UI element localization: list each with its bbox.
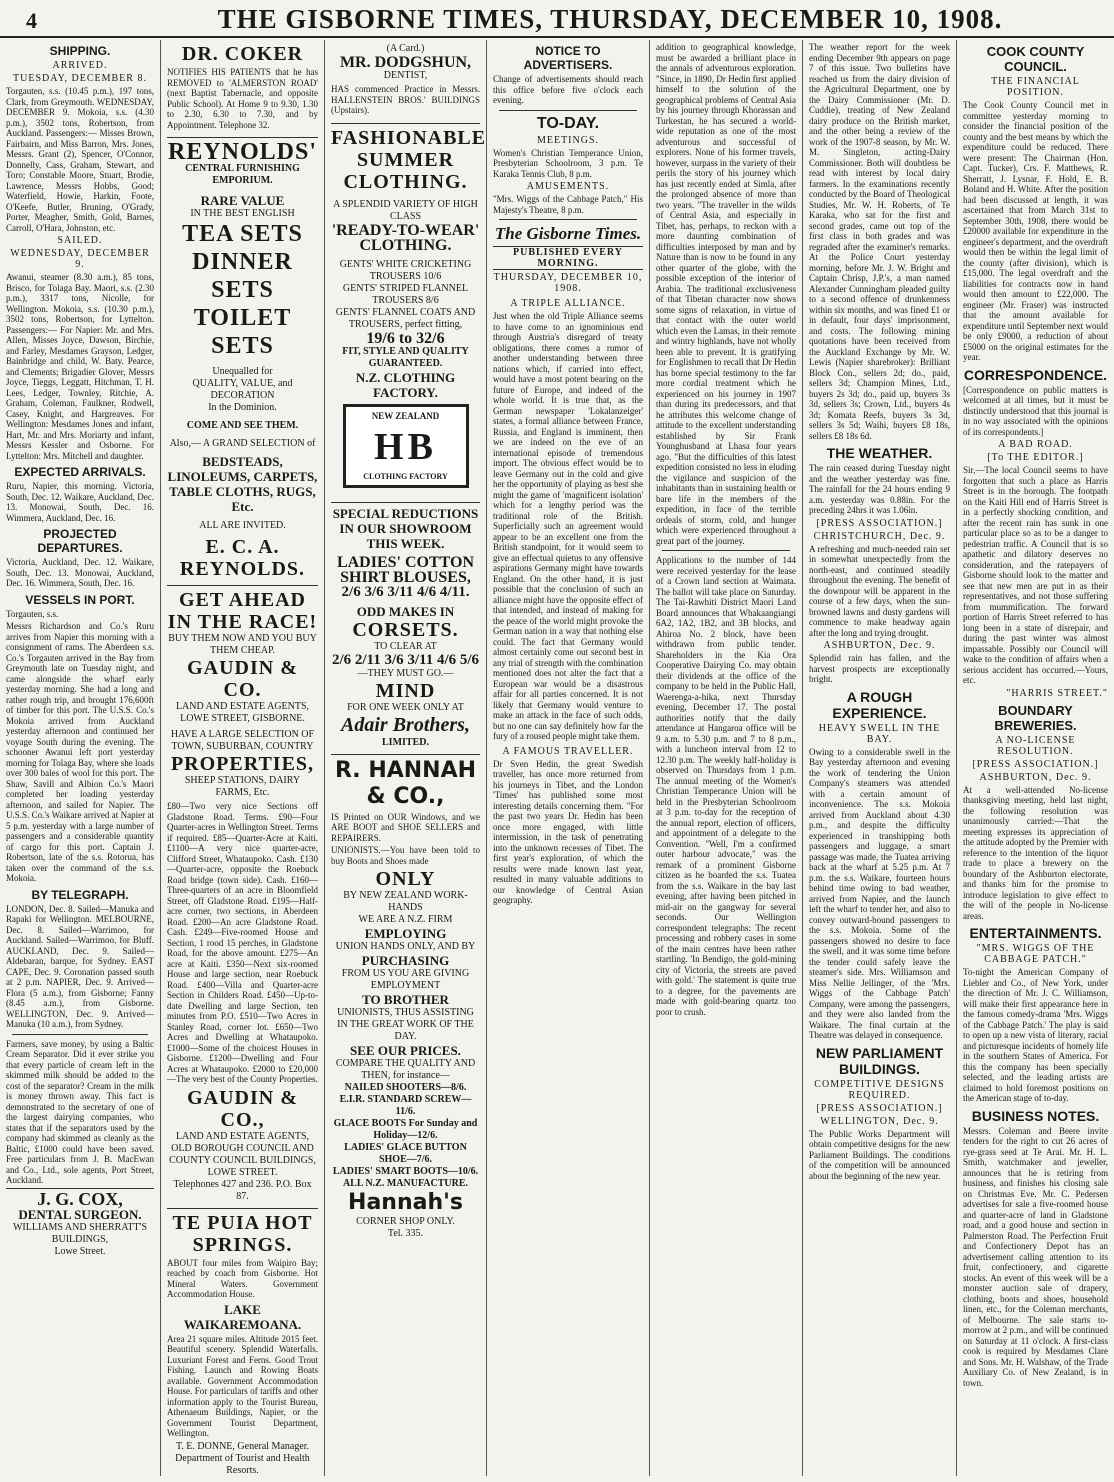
hannahs: Hannah's xyxy=(348,1190,463,1215)
purchasing: PURCHASING xyxy=(361,953,450,968)
also-selection: Also,— A GRAND SELECTION of xyxy=(169,438,316,449)
port-heading: VESSELS IN PORT. xyxy=(25,592,135,607)
published-line: PUBLISHED EVERY MORNING. xyxy=(493,246,643,270)
arrived-text: Torgauten, s.s. (10.45 p.m.), 197 tons, Clark, from Greymouth. WEDNESDAY, DECEMBER 9. Mokoia, s.s. (4.30 p.m.), 3502 tons, Robertson, from Auckland. Passengers:— Misses Brown, Fairbairn, and Miss Barron, Mrs. Jones, Messrs. Grant (2), Spencer, O'Connor, Donnelly, Cass, Graham, Stewart, and Toro; Constable Moore, Stuart, Brodie, Lawrence, Messrs Hobbs, Good; Waterfield, Howie, Harkin, Foote, O'Keefe, Butler, Bruning, O'Grady, Porter, Meagher, Smith, Gold, Barnes, Carroll, O'Hara, Johnston, etc. xyxy=(6,86,154,233)
coker-name: DR. COKER xyxy=(181,43,304,65)
meetings-text: Women's Christian Temperance Union, Presbyterian Schoolroom, 3 p.m. Te Karaka Tennis Club, 8 p.m. xyxy=(493,147,643,179)
to-clear: TO CLEAR AT xyxy=(374,640,437,652)
nailed-shooters: NAILED SHOOTERS—8/6. xyxy=(344,1082,467,1093)
gaudin2-sub: LAND AND ESTATE AGENTS, OLD BOROUGH COUNCIL AND COUNTY COUNCIL BUILDINGS, LOWE STREET. xyxy=(169,1130,316,1178)
ladies-blouses: LADIES' COTTON SHIRT BLOUSES, xyxy=(336,553,475,586)
fit-style: FIT, STYLE AND QUALITY GUARANTEED. xyxy=(342,345,469,369)
flannel-trousers: GENTS' STRIPED FLANNEL TROUSERS 8/6 xyxy=(342,282,469,306)
have-selection: HAVE A LARGE SELECTION OF TOWN, SUBURBAN, COUNTRY xyxy=(170,729,315,752)
triple-text: Just when the old Triple Alliance seems to have come to an ignominious end through Austria's disregard of treaty obligations, there comes a rumor of another understanding between three nations which, if carried into effect, would have a most potent bearing on the future of Europe, and indeed of the whole world. It is true that, as the German newspaper 'Lokalanzeiger' states, a formal alliance between France, Russia, and England is imminent, then we are indeed on the eve of an international episode of tremendous import. The obvious effect would be to leave Germany out in the cold and give her the opportunity of playing as best she might the game of 'magnificent isolation' which for a lengthy period was the traditional role of the British. Superficially such an agreement would appear to be an excellent one from the British standpoint, for it would seem to give an effectual quietus to any offensive aspirations Germany might have towards England. On the other hand, it is just possible that the conclusion of such an alliance might have the opposite effect of that intended, and instead of making for the peace of the world might provoke the German nation in a way that nothing else could. The fact that Germany would almost certainly come out second best in any trial of strength with the combination mentioned does not alter the fact that a European war would be a disastrous affair for all parties concerned. It is not likely that Germany would venture to make an attack in the face of such odds, but no one can say definitely how far the fury of a roused people might take them. xyxy=(493,311,643,741)
column-ads-right xyxy=(325,40,486,1476)
meetings-heading: MEETINGS. xyxy=(536,134,600,146)
cox-name: J. G. COX, xyxy=(37,1188,123,1209)
weather-heading: THE WEATHER. xyxy=(826,445,933,461)
hannah-name: R. HANNAH & CO., xyxy=(334,757,477,809)
lake-title: LAKE WAIKAREMOANA. xyxy=(183,1301,302,1332)
reynolds-heading: REYNOLDS' xyxy=(167,139,318,165)
employing: EMPLOYING xyxy=(364,926,447,941)
projected-heading: PROJECTED DEPARTURES. xyxy=(37,527,123,555)
tepuia-ad xyxy=(167,1209,318,1482)
dodgshun-ad xyxy=(331,40,480,124)
christchurch-text: A refreshing and much-needed rain set in somewhat unexpectedly from the north-east, and continued steadily throughout the evening. The benefit of the downpour will be apparent in the course of a few days, when the sun-browned lawns and dusty gardens will commence to make headway again after the long and trying drought. xyxy=(809,543,950,638)
bedsteads-list: BEDSTEADS, LINOLEUMS, CARPETS, TABLE CLOTHS, RUGS, Etc. xyxy=(167,454,318,514)
summer: SUMMER xyxy=(356,148,455,171)
expected-text: Ruru, Napier, this morning. Victoria, South, Dec. 12. Waikare, Auckland, Dec. 13. Monowai, South, Dec. 16. Wimmera, Auckland, Dec. 16. xyxy=(6,481,154,523)
sailed-heading: SAILED. xyxy=(57,235,103,246)
shipping-heading: SHIPPING. xyxy=(49,44,111,58)
amusements-text: "Mrs. Wiggs of the Cabbage Patch," His Majesty's Theatre, 8 p.m. xyxy=(493,194,643,215)
limited: LIMITED. xyxy=(382,736,429,748)
buy-now: BUY THEM NOW AND YOU BUY THEM CHEAP. xyxy=(168,633,317,656)
corset-prices: 2/6 2/11 3/6 3/11 4/6 5/6 xyxy=(331,651,480,668)
we-are: WE ARE A N.Z. FIRM xyxy=(358,914,453,925)
column-weather xyxy=(803,40,956,1476)
traveller-heading: A FAMOUS TRAVELLER. xyxy=(502,745,634,757)
unequalled: Unequalled for xyxy=(212,366,273,377)
coker-text: NOTIFIES HIS PATIENTS that he has REMOVED to 'ALMERSTON ROAD' (next Baptist Tabernacle, and opposite Public School). At Home 9 to 9.30, 1.30 to 2.30, 6.30 to 7.30, and by Appointment. Telephone 32. xyxy=(167,67,318,130)
boundary-heading: BOUNDARY BREWERIES. xyxy=(994,702,1077,733)
dodgshun-text: HAS commenced Practice in Messrs. HALLENSTEIN BROS.' BUILDINGS (Upstairs). xyxy=(331,84,480,115)
tepuia-title: TE PUIA HOT SPRINGS. xyxy=(172,1211,313,1256)
clothing: CLOTHING. xyxy=(343,170,468,193)
toilet-sets: TOILET SETS xyxy=(193,305,292,359)
bad-road-text: Sir,—The local Council seems to have forgotten that such a place as Harris Street is in the borough. The footpath on the Kaiti Hill end of Harris Street is in a perfectly shocking condition, and after the recent rain has sunk in one particular place so as to be a danger to pedestrian traffic. A Council that is so apathetic and dilatory deserves no consideration, and the ratepayers of Gisborne should look to the matter and see that new men are put in as their representatives, and not those suffering from mummification. The forward portion of Harris Street referred to has long been in a state of disrepair, and during the past winter was almost impassable. Possibly our Council will wake to the condition of affairs when a serious accident has occurred.—Yours, etc. xyxy=(963,465,1108,685)
gaudin2-name: GAUDIN & CO., xyxy=(187,1086,298,1131)
ashburton-text: Splendid rain has fallen, and the harvest prospects are exceptionally bright. xyxy=(809,653,950,684)
telegraph-heading: BY TELEGRAPH. xyxy=(31,887,129,902)
hannah-ad xyxy=(331,755,480,1246)
column-shipping xyxy=(0,40,160,1476)
reynolds-sub: CENTRAL FURNISHING EMPORIUM. xyxy=(185,163,300,186)
editorial-date: THURSDAY, DECEMBER 10, 1908. xyxy=(493,272,643,294)
hedin-text: addition to geographical knowledge, must be awarded a brilliant place in the annals of adventurous exploration. "Since, in 1890, Dr Hedin first applied himself to the solution of the geographical problems of Central Asia by his journey through Khorassan and Turkestan, he has secured a world-wide reputation as one of the most adventurous and successful of explorers. None of his former travels, however, surpass in the variety of their perils the story of his journey which has just recently ended at Simla, after the prolonged absence of more than two years. "The traveller in the wilds of Central Asia, and especially in Tibet, has, perhaps, to reckon with a more daunting combination of difficulties interposed by man and by Nature than is now to be found in any other quarter of the globe, with the possible exception of the interior of Arabia. The traditional exclusiveness of that Tibetan character now shows some signs of relaxation, in virtue of that contact with the outer world which even the Lamas, in their remote and wintry highlands, have not wholly been able to prevent. It is gratifying for Englishmen to recall that Dr Hedin has borne special testimony to the far more cordial treatment which he experienced on his journey in 1907 than during its predecessors, and that he attributes this welcome change of attitude to the excellent understanding established by Sir Frank Younghusband at Lhasa four years ago. "But the difficulties of this latest expedition consisted no less in eluding the vigilance and suspicion of the inhabitants than in sustaining health or bare life in the members of the expedition, in face of the terrible ordeals of storm, cold, and hunger which were experienced throughout a great part of the journey. xyxy=(656,42,796,546)
corsets: CORSETS. xyxy=(352,618,459,641)
dentist: DENTIST, xyxy=(383,70,428,81)
lake-text: Area 21 square miles. Altitude 2015 feet. Beautiful scenery. Splendid Waterfalls. Luxuriant Forest and Ferns. Good Trout Fishing. Launch and Rowing Boats available. Government Accommodation House. For particulars of tariffs and other information apply to the Tourist Bureau, Athenaeum Buildings, Napier, or the Government Tourist Department, Wellington. xyxy=(167,1333,318,1438)
coats-trousers: GENTS' FLANNEL COATS AND TROUSERS, perfect fitting, xyxy=(335,306,476,330)
press-association-2: [PRESS ASSOCIATION.] xyxy=(816,1102,943,1114)
projected-text: Victoria, Auckland, Dec. 12. Waikare, South, Dec. 13. Monowai, Auckland, Dec. 16. Wimmera, South, Dec. 16. xyxy=(6,557,154,588)
smart-boots: LADIES' SMART BOOTS—10/6. ALL N.Z. MANUFACTURE. xyxy=(332,1166,479,1189)
boundary-text: At a well-attended No-license thanksgiving meeting, held last night, the following resolution was unanimously carried:—That the meeting expresses its appreciation of the attitude adopted by the Premier with reference to the intention of the liquor trade to place a brewery on the boundary of the Ashburton electorate, and thanks him for the promise to introduce legislation to give effect to the will of the people in No-license areas. xyxy=(963,784,1108,921)
gaudin2-tel: Telephones 427 and 236. P.O. Box 87. xyxy=(173,1178,312,1202)
corner-shop: CORNER SHOP ONLY. xyxy=(356,1216,455,1227)
sailed-text: Awanui, steamer (8.30 a.m.), 85 tons, Brisco, for Tolaga Bay. Maori, s.s. (2.30 p.m.), 3317 tons, Nicolle, for Wellington. Mokoia, s.s. (10.30 p.m.), 3502 tons, Robertson, for Lyttelton. Passengers:— For Napier: Mr. and Mrs. Allen, Misses Joyce, Dawson, Birchie, and Farley, Mesdames Grayson, Ledger, Bainbridge and child, W. Baty. Pearce, and Clements; Brigadier Glover, Messrs Joyce, Tieggs, Leggatt, Hitchman, T. H. Lees, Ledger, Townley, Ritchie, A. Graham, Coleman, Faulkner, Rodwell, Casey, Knight, and Hargreaves. For Wellington: Mesdames Jones and infant, Hart, Mr. and Mrs. Moriarty and infant, Messrs Kessler and Osborne. For Lyttelton: Mrs. Mitchell and daughter. xyxy=(6,272,154,461)
odd-makes: ODD MAKES IN xyxy=(356,603,455,619)
new-parliament-heading: NEW PARLIAMENT BUILDINGS. xyxy=(815,1044,944,1077)
from-us: FROM US YOU ARE GIVING EMPLOYMENT xyxy=(341,968,470,991)
cook-sub: THE FINANCIAL POSITION. xyxy=(991,76,1080,98)
nz-work-hands: BY NEW ZEALAND WORK-HANDS xyxy=(343,890,468,913)
coker-ad xyxy=(167,40,318,138)
assisting: UNIONISTS, THUS ASSISTING IN THE GREAT WORK OF THE DAY. xyxy=(337,1007,474,1042)
wellington: WELLINGTON, Dec. 9. xyxy=(820,1115,939,1127)
see-prices: SEE OUR PRICES. xyxy=(350,1043,461,1058)
dodgshun-name: MR. DODGSHUN, xyxy=(339,54,472,71)
properties: PROPERTIES, xyxy=(170,753,315,775)
telegraph-text: LONDON, Dec. 8. Sailed—Manuka and Rapaki for Wellington. MELBOURNE, Dec. 8. Sailed—Warrimoo, for Auckland. Sailed—Warrimoo, for Bluff. AUCKLAND, Dec. 9. Sailed—Aldebaran, barque, for Sydney. EAST CAPE, Dec. 9. Coronation passed south at 2 p.m. NAPIER, Dec. 9. Arrived—Flora (5 a.m.), from Gisborne; Fanny (8.45 a.m.), from Gisborne. WELLINGTON, Dec. 9. Arrived—Manuka (10 a.m.), from Sydney. xyxy=(6,903,154,1029)
press-association-3: [PRESS ASSOCIATION.] xyxy=(972,758,1099,770)
splendid-variety: A SPLENDID VARIETY OF HIGH CLASS xyxy=(333,198,478,222)
correspondence-heading: CORRESPONDENCE. xyxy=(963,366,1108,383)
notice-heading: NOTICE TO ADVERTISERS. xyxy=(523,44,613,72)
entertainments-sub: "MRS. WIGGS OF THE CABBAGE PATCH." xyxy=(976,943,1095,965)
adair-brothers: Adair Brothers, xyxy=(341,713,470,736)
traveller-text: Dr Sven Hedin, the great Swedish traveller, has once more returned from his journeys in Tibet, and the London 'Times' has published some most interesting details concerning them. "For the past two years Dr. Hedin has been once more engaged, with little intermission, in the task of penetrating into the unknown recesses of Tibet. The first year's exploration, of which the results were made known last year, resulted in many valuable additions to our knowledge of Central Asian geography. xyxy=(493,758,643,905)
rough-text: Owing to a considerable swell in the Bay yesterday afternoon and evening the work of tendering the Union Company's steamers was attended with a certain amount of inconvenience. The s.s. Mokoia arrived from Auckland about 4.30 p.m., and despite the difficulty experienced in transhipping both passengers and luggage, a smart passage was made, the Tuatea arriving back at the wharf at 5.25 p.m. At 7 p.m. the s.s. Waikare, fourteen hours behind time owing to bad weather, arrived from Napier, and the launch left the wharf to tender her, and also to convey outward-bound passengers to the s.s. Mokoia. Some of the passengers showed no desire to face the swell, and it was some time before the tender could safely leave the steamer's side. Mrs. Williamson and Miss Nellie Jellinger, of the 'Mrs. Wiggs of the Cabbage Patch' Company, were among the passengers, and they were also landed from the Waikare. The final curtain at the Theatre was delayed in consequence. xyxy=(809,746,950,1040)
nz-clothing-factory: N.Z. CLOTHING FACTORY. xyxy=(355,369,456,400)
hannah-text: IS Printed on OUR Windows, and we ARE BOOT and SHOE SELLERS and REPAIRERS. xyxy=(331,811,480,843)
come-see: COME AND SEE THEM. xyxy=(186,420,299,431)
price-range: 19/6 to 32/6 xyxy=(366,329,445,347)
press-association-1: [PRESS ASSOCIATION.] xyxy=(816,517,943,529)
christchurch: CHRISTCHURCH, Dec. 9. xyxy=(813,530,946,542)
business-text: Messrs. Coleman and Beere invite tenders for the right to cut 26 acres of rye-grass seed at Te Arai. Mr. H. L. Smith, watchmaker and jeweller, announces that he is retiring from business, and finishes his closing sale on Christmas Eve. Mr. C. Pedersen advertises for sale a five-roomed house and quarter-acre of land in Gladstone road, and a good house and section in Palmerston Road. The Perfection Fruit and Confectionery Depot has an advertisement calling attention to its fruit, confectionery, and cigarette stocks. An event of this week will be a monster auction sale of drapery, clothing, boots and shoes, household linen, etc., for the Coleman merchants, of Melbourne. The sale starts to-morrow at 2 p.m., and will be continued on Saturday at 11 o'clock. A first-class cook is required by Mesdames Clare and Sons. Mr. H. Walshaw, of the Trade Auxiliary Co. of New Zealand, is in town. xyxy=(963,1125,1108,1388)
shipping-news-text: Messrs Richardson and Co.'s Ruru arrives from Napier this morning with a consignment of rams. The Aberdeen s.s. Co.'s Torgauten arrived in the Bay from Greymouth late on Tuesday night, and came alongside the wharf early yesterday morning. She had a long and rather rough trip, and brought 176,600ft of timber for this port. The U.S.S. Co.'s Mokoia arrived from Auckland yesterday afternoon and continued her voyage South during the evening. The schooner Awanui left port yesterday morning for Tolaga Bay, where she loads over 300 bales of wool for this port. The Shaw, Savill and Albion Co.'s Maori completed her loading yesterday afternoon, and sailed for Napier. The U.S.S. Co.'s Waikare arrived at Napier at 5 p.m. yesterday with a large number of passengers and a considerable quantity of cargo for this port. Captain J. Robertson, late of the s.s. Rotorua, has taken over the command of the s.s. Mokoia. xyxy=(6,621,154,883)
notice-text: Change of advertisements should reach this office before five o'clock each evening. xyxy=(493,74,643,105)
reynolds-ad xyxy=(167,138,318,586)
new-parliament-sub: COMPETITIVE DESIGNS REQUIRED. xyxy=(814,1078,945,1101)
amusements-heading: AMUSEMENTS. xyxy=(526,181,610,192)
weather-report-text: The weather report for the week ending December 9th appears on page 7 of this issue. Two bulletins have reached us from the dairy division of the Agricultural Department, one by the Dairy Commissioner (Mr. D. Cuddie), treating of New Zealand dairy produce on the British market, and the other being a review of the work of the 1907-8 season, by Mr. W. M. Singleton, acting-Dairy Commissioner. Both will doubtless be read with interest by local dairy farmers. In the examinations recently conducted by the Board of Theological Studies, Mr. W. H. Roberts, of Te Karaka, who sat for the first and second grades, came out top of the first class in both grades and was regraded after the examiner's remarks. At the Police Court yesterday morning, before Mr. J. W. Bright and Captain Chrisp, J.P.'s, a man named Alexander Cunningham pleaded guilty to a second offence of drunkenness within six months, and was fined £1 or in default, four days' imprisonment, and costs. The following mining quotations have been received from the Auckland Exchange by Mr. W. Lewis (Napier sharebroker): Brilliant Block Con., sellers 2d; do., paid, sellers 3d; Champion Mines, Ltd., buyers 2s 3d; do., paid up, buyers 3s 3d, sellers 3s; Crown, Ltd., buyers 4s 3d; Komata Reefs, buyers 3s 3d, sellers 3s 5d; Waihi, buyers £8 18s, sellers £8 18s 6d. xyxy=(809,42,950,441)
entertainments-heading: ENTERTAINMENTS. xyxy=(969,925,1102,941)
port-text: Torgauten, s.s. xyxy=(6,608,59,619)
cox-ad xyxy=(6,1188,154,1263)
must-go: —THEY MUST GO.— xyxy=(357,667,454,679)
mind: MIND xyxy=(375,679,436,702)
correspondence-note: [Correspondence on public matters is welcomed at all times, but it must be distinctly understood that this journal is in no way associated with the opinions of its correspondents.] xyxy=(963,384,1108,437)
to-editor: [To THE EDITOR.] xyxy=(987,452,1084,463)
cook-text: The Cook County Council met in committee yesterday morning to consider the financial position of the county and the best means by which the expenditure could be reduced. There were present: The Chairman (Hon. Capt. Tucker), Crs. F. Matthews, R. Sherratt, J. Lysnar, F. Hold, E. B. Boland and H. White. After the position had been discussed at length, it was ascertained that from March 31st to September 30th, 1908, there would be £20000 available for expenditure in the engineer's department, and the overdraft would then be within the legal limit of the county (after division), which is £15,000. The legal overdraft and the liabilities for contracts now in hand would then amount to £22,000. The engineer (Mr. Fraser) was instructed that the amount available for expenditure until September next would be only £9000, a reduction of about £5000 on the original estimates for the year. xyxy=(963,100,1108,362)
arrived-heading: ARRIVED. xyxy=(52,60,108,71)
rare-value: RARE VALUE xyxy=(200,193,285,208)
blouse-prices: 2/6 3/6 3/11 4/6 4/11. xyxy=(341,583,470,600)
harris-signature: "HARRIS STREET." xyxy=(1006,687,1108,699)
column-ads-left xyxy=(161,40,324,1476)
in-dominion: In the Dominion. xyxy=(208,402,277,413)
column-news xyxy=(650,40,802,1476)
best-english: IN THE BEST ENGLISH xyxy=(190,208,295,219)
ready-to-wear: 'READY-TO-WEAR' CLOTHING. xyxy=(331,221,480,254)
properties-list: £80—Two very nice Sections off Gladstone Road. Terms. £90—Four Quarter-acres in Wellington Street. Terms if required. £85—Quarter-Acre at Kaiti. £1100—A very nice quarter-acre, Clifford Street, Whataupoko. Cash. £130—Quarter-acre, opposite the Roebuck Road bridge (town side). Cash. £160—Three-quarters of an acre in Bloomfield Street, off Gladstone Road. £195—Half-acre corner, two sections, in Aberdeen Road. £200—An acre Gladstone Road. Cash. £249—Five-roomed House and Section, 1 rood 15 perches, in Gladstone Road, for the above amount. £275—An acre at Kaiti. £350—Next six-roomed House and large section, near Roebuck Road. £400—Villa and Quarter-acre Section in Childers Road. £450—Up-to-date Dwelling and large Section, ten minutes from P.O. £510—Two Acres in Stanley Road, corner lot. £650—Two Acres and Dwelling at Whataupoko. £1000—Some of the choicest Houses in Gisborne. £1200—Dwelling and Four Acres at Whataupoko. £2000 to £20,000—The very best of the County Properties. xyxy=(167,801,318,1084)
ashburton-2: ASHBURTON, Dec. 9. xyxy=(979,771,1092,783)
unionists: UNIONISTS.—You have been told to buy Boots and Shoes made xyxy=(331,845,480,866)
glace-boots: GLACE BOOTS For Sunday and Holiday—12/6. xyxy=(333,1118,478,1141)
tepuia-text: ABOUT four miles from Waipiro Bay; reached by coach from Gisborne. Hot Mineral Waters. Government Accommodation House. xyxy=(167,1257,318,1299)
one-week: FOR ONE WEEK ONLY AT xyxy=(347,701,464,713)
paper-name: The Gisborne Times. xyxy=(494,224,642,243)
farmers-ad-text: Farmers, save money, by using a Baltic Cream Separator. Did it ever strike you that every particle of cream left in the skimmed milk should be added to the cost of the separator? Cream in the milk is money thrown away. This fact is demonstrated to the secretary of one of the largest dairying companies, who states that if the separators used by the company had skimmed as cleanly as the Baltic, £1000 could have been saved. Free particulars from J. B. MacEwan and Co., Ltd., sole agents, Port Street, Auckland. xyxy=(6,1038,154,1185)
dinner-sets: DINNER SETS xyxy=(192,249,293,303)
union-hands: UNION HANDS ONLY, AND BY xyxy=(335,941,476,952)
gaudin-name: GAUDIN & CO. xyxy=(187,657,298,701)
ashburton: ASHBURTON, Dec. 9. xyxy=(823,640,936,651)
get-ahead: GET AHEAD IN THE RACE! xyxy=(167,589,318,633)
gaudin-sub2: LOWE STREET, GISBORNE. xyxy=(180,713,305,724)
gaudin-ad xyxy=(167,586,318,1209)
cox-street: Lowe Street. xyxy=(54,1245,106,1257)
special-reductions: SPECIAL REDUCTIONS IN OUR SHOWROOM THIS WEEK. xyxy=(332,505,479,551)
quality-line: QUALITY, VALUE, and DECORATION xyxy=(192,378,293,401)
hannah-tel: Tel. 335. xyxy=(387,1228,424,1239)
cricket-trousers: GENTS' WHITE CRICKETING TROUSERS 10/6 xyxy=(339,258,472,282)
newspaper-title: THE GISBORNE TIMES, THURSDAY, DECEMBER 10, 1908. xyxy=(217,4,1003,34)
wellington-text: The Public Works Department will obtain competitive designs for the new Parliament Buildings. The conditions of the competition will be announced about the beginning of the new year. xyxy=(809,1128,950,1181)
adair-ad xyxy=(331,503,480,755)
expected-heading: EXPECTED ARRIVALS. xyxy=(14,465,146,479)
arrived-date: TUESDAY, DECEMBER 8. xyxy=(13,73,147,84)
masthead xyxy=(0,0,1114,38)
cook-heading: COOK COUNTY COUNCIL. xyxy=(986,44,1085,74)
sailed-date: WEDNESDAY, DECEMBER 9. xyxy=(10,248,150,270)
card-note: (A Card.) xyxy=(386,43,425,54)
weather-text: The rain ceased during Tuesday night and the weather yesterday was fine. The rainfall for the 24 hours ending 9 a.m. yesterday was 0.88in. For the preceding 24hrs it was 1.06in. xyxy=(809,463,950,515)
standard-screw: E.I.R. STANDARD SCREW—11/6. xyxy=(339,1094,472,1117)
boundary-sub: A NO-LICENSE RESOLUTION. xyxy=(995,734,1076,757)
column-editorial xyxy=(487,40,649,1476)
eca-reynolds: E. C. A. REYNOLDS. xyxy=(179,536,306,580)
cox-address: WILLIAMS AND SHERRATT'S BUILDINGS, xyxy=(12,1221,148,1245)
fashionable: FASHIONABLE xyxy=(331,126,487,149)
rough-sub: HEAVY SWELL IN THE BAY. xyxy=(818,722,941,745)
donne: T. E. DONNE, General Manager. Department of Tourist and Health Resorts. xyxy=(175,1440,310,1476)
nz-clothing-ad xyxy=(331,124,487,503)
page-number: 4 xyxy=(26,8,37,33)
hb-logo: NEW ZEALAND HB CLOTHING FACTORY xyxy=(343,404,469,488)
only: ONLY xyxy=(375,868,436,890)
column-council xyxy=(957,40,1114,1476)
tea-sets: TEA SETS xyxy=(182,221,303,247)
compare: COMPARE THE QUALITY AND THEN, for instance— xyxy=(335,1058,476,1081)
business-heading: BUSINESS NOTES. xyxy=(971,1107,1100,1124)
entertainments-text: To-night the American Company of Liebler and Co., of New York, under the direction of Mr. J. C. Williamson, will make their first appearance here in the famous comedy-drama 'Mrs. Wiggs of the Cabbage Patch.' The play is said to open up a new vista of literary, racial and picturesque incidents of homely life in the southern States of America. For this the company has been specially selected, and the leading artists are claimed to hold foremost positions on the American stage of to-day. xyxy=(963,967,1108,1103)
today-heading: TO-DAY. xyxy=(536,114,600,132)
triple-heading: A TRIPLE ALLIANCE. xyxy=(510,298,626,309)
button-shoe: LADIES' GLACE BUTTON SHOE—7/6. xyxy=(344,1142,467,1165)
rough-heading: A ROUGH EXPERIENCE. xyxy=(832,688,927,721)
local-news-text: Applications to the number of 144 were received yesterday for the lease of a Crown land section at Waimata. The ballot will take place on Saturday. The Tai-Rawhiti District Maori Land Board announces that Whakaangiangi 6A2, 1A2, 1B2, and 3B blocks, and Ahiroa No. 2 block, have been withdrawn from public tender. Shareholders in the Kia Ora Cooperative Dairying Co. may obtain their dividends at the office of the company to be held in the Public Hall, Waerenga-a-hika, next Thursday evening, December 17. The postal authorities notify that the daily attendance at Hangaroa office will be 9 a.m. to 5.30 p.m. and 7 to 8 p.m., with a luncheon interval from 12 to 12.30 p.m. The weekly half-holiday is observed on Thursdays from 1 p.m. The annual meeting of the Women's Christian Temperance Union will be held in the Presbyterian Schoolroom at 3 p.m. to-day for the reception of the annual report, election of officers, and appointment of a delegate to the Convention. "Well, I'm a confirmed outer harbour advocate," was the remark of a prominent Gisborne citizen as he boarded the s.s. Tuatea from the s.s. Waikare in the bay last evening, after having been pitched in mid-air on the gangway for several seconds. Our Wellington correspondent telegraphs: The recent processing and robbery cases in some of the main centres have been rather startling. 'In Bendigo, the gold-mining city of Victoria, the streets are paved with gold.' The statement is quite true to a degree, for the pavements are made with gold-bearing quartz too poor to crush. xyxy=(656,555,796,1017)
all-invited: ALL ARE INVITED. xyxy=(199,520,286,531)
to-brother: TO BROTHER xyxy=(362,992,449,1007)
cox-title: DENTAL SURGEON. xyxy=(18,1206,142,1222)
properties-sub: SHEEP STATIONS, DAIRY FARMS, Etc. xyxy=(184,775,301,798)
bad-road-heading: A BAD ROAD. xyxy=(998,439,1073,450)
gaudin-sub1: LAND AND ESTATE AGENTS, xyxy=(175,701,310,712)
